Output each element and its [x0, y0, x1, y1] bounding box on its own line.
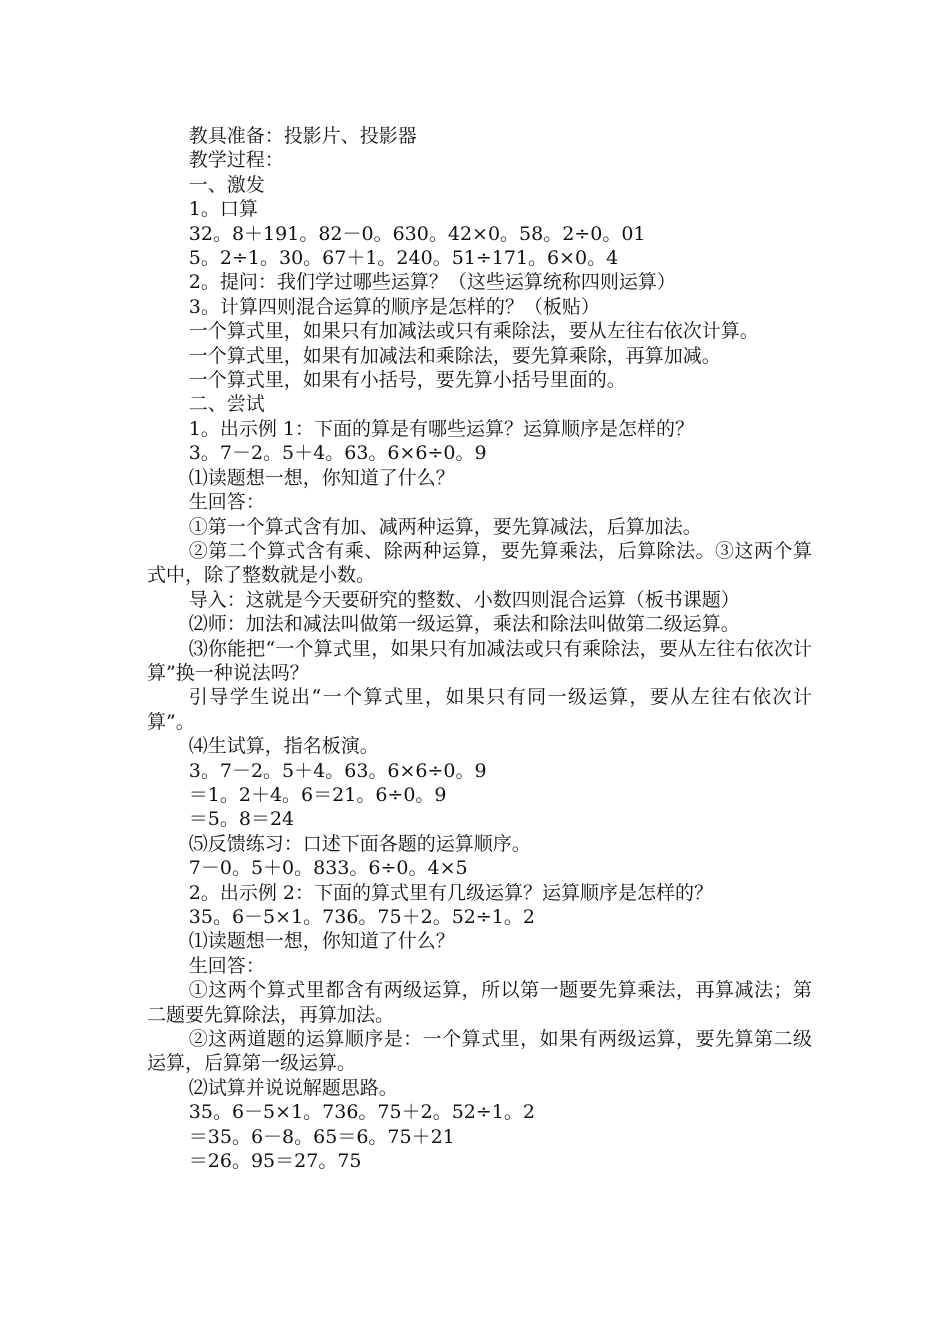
paragraph-guide-students: 引导学生说出“一个算式里，如果只有同一级运算，要从左往右依次计算”。: [147, 686, 812, 733]
paragraph-example-2: 2。出示例 2：下面的算式里有几级运算？运算顺序是怎样的？: [188, 881, 714, 904]
paragraph-order-question: 3。计算四则混合运算的顺序是怎样的？（板贴）: [188, 295, 600, 318]
paragraph-teaching-aids: 教具准备：投影片、投影器: [188, 125, 417, 147]
document-body: [147, 124, 812, 1173]
paragraph-answer-2a: ①这两个算式里都含有两级运算，所以第一题要先算乘法，再算减法；第二题要先算除法，再算加法。: [147, 979, 812, 1026]
paragraph-student-answer-2: 生回答：: [188, 954, 265, 977]
paragraph-answer-1a: ①第一个算式含有加、减两种运算，要先算减法，后算加法。: [188, 515, 702, 538]
paragraph-question: 2。提问：我们学过哪些运算？（这些运算统称四则运算）: [188, 271, 676, 294]
paragraph-math-line-1: 32。8＋191。82－0。630。42×0。58。2÷0。01: [188, 222, 646, 245]
paragraph-practice-expr: 7－0。5＋0。833。6÷0。4×5: [188, 857, 468, 880]
paragraph-teaching-process: 教学过程：: [188, 149, 284, 172]
paragraph-rule-1: 一个算式里，如果只有加减法或只有乘除法，要从左往右依次计算。: [188, 320, 759, 343]
section-heading-motivate: 一、激发: [188, 173, 265, 196]
paragraph-example-1: 1。出示例 1：下面的算是有哪些运算？运算顺序是怎样的？: [188, 417, 695, 440]
paragraph-answer-2b: ②这两道题的运算顺序是：一个算式里，如果有两级运算，要先算第二级运算，后算第一级运算。: [147, 1028, 812, 1075]
paragraph-rule-2: 一个算式里，如果有加减法和乘除法，要先算乘除，再算加减。: [188, 344, 721, 367]
paragraph-calc-step-3: ＝5。8＝24: [188, 808, 295, 831]
paragraph-rephrase-question: ⑶你能把“一个算式里，如果只有加减法或只有乘除法，要从左往右依次计算”换一种说法吗？: [147, 637, 812, 684]
paragraph-feedback-practice: ⑸反馈练习：口述下面各题的运算顺序。: [188, 832, 531, 855]
paragraph-try-explain: ⑵试算并说说解题思路。: [188, 1076, 398, 1099]
paragraph-calc2-step-1: 35。6－5×1。736。75＋2。52÷1。2: [188, 1101, 535, 1124]
paragraph-calc-step-1: 3。7－2。5＋4。63。6×6÷0。9: [188, 759, 487, 782]
paragraph-calc2-step-3: ＝26。95＝27。75: [188, 1150, 362, 1173]
paragraph-read-think-1: ⑴读题想一想，你知道了什么？: [188, 466, 455, 489]
paragraph-trial-calc: ⑷生试算，指名板演。: [188, 735, 379, 758]
paragraph-calc2-step-2: ＝35。6－8。65＝6。75＋21: [188, 1125, 455, 1148]
paragraph-example-1-expr: 3。7－2。5＋4。63。6×6÷0。9: [188, 442, 487, 465]
paragraph-rule-3: 一个算式里，如果有小括号，要先算小括号里面的。: [188, 369, 626, 392]
section-heading-try: 二、尝试: [188, 393, 265, 416]
paragraph-math-line-2: 5。2÷1。30。67＋1。240。51÷171。6×0。4: [188, 247, 619, 270]
paragraph-answer-1b: ②第二个算式含有乘、除两种运算，要先算乘法，后算除法。③这两个算式中，除了整数就是小数。: [147, 539, 812, 587]
paragraph-student-answer-1: 生回答：: [188, 491, 265, 514]
paragraph-read-think-2: ⑴读题想一想，你知道了什么？: [188, 930, 455, 953]
paragraph-mental-math: 1。口算: [188, 198, 258, 221]
paragraph-teacher-levels: ⑵师：加法和减法叫做第一级运算，乘法和除法叫做第二级运算。: [188, 613, 740, 636]
paragraph-introduction: 导入：这就是今天要研究的整数、小数四则混合运算（板书课题）: [188, 588, 740, 611]
paragraph-calc-step-2: ＝1。2＋4。6＝21。6÷0。9: [188, 783, 447, 806]
paragraph-example-2-expr: 35。6－5×1。736。75＋2。52÷1。2: [188, 906, 535, 928]
